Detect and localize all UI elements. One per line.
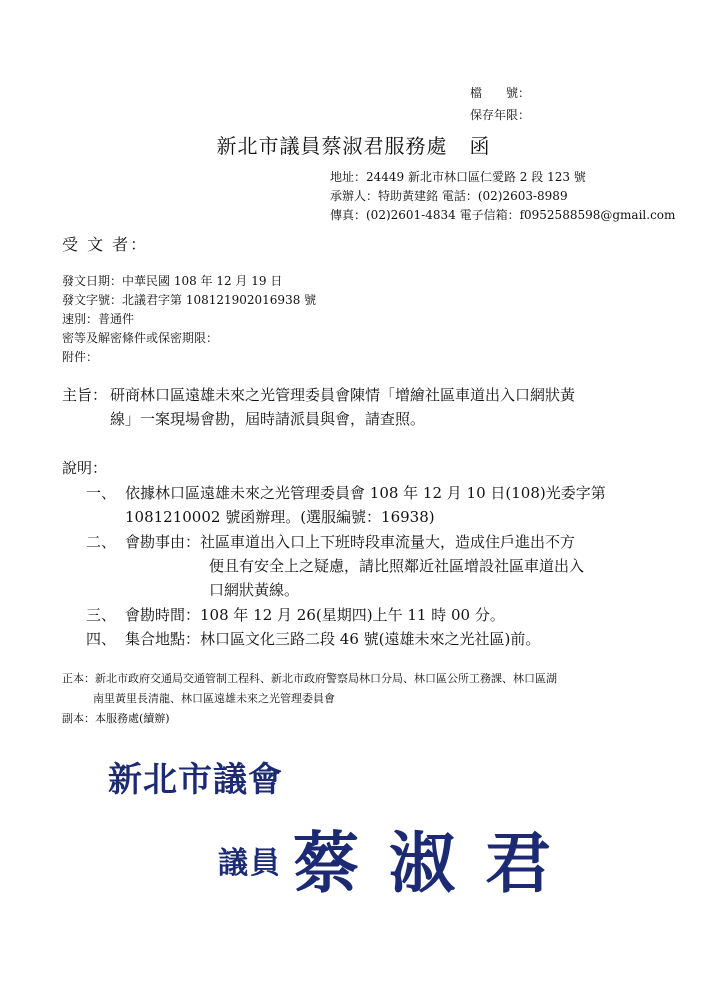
explanation-item-number: 三、 [86, 606, 117, 624]
explanation-item-text: 口網狀黃線。 [209, 581, 300, 599]
explanation-item-number: 一、 [86, 484, 117, 502]
issue-date: 發文日期：中華民國 108 年 12 月 19 日 [62, 274, 283, 288]
councilor-title-stamp: 議員 [218, 846, 282, 881]
explanation-label: 說明： [62, 459, 108, 477]
distribution-main-line-2: 南里黃里長清龍、林口區遠雄未來之光管理委員會 [93, 692, 335, 705]
distribution-copy: 副本：本服務處(續辦) [62, 712, 170, 725]
distribution-main-line-1: 正本：新北市政府交通局交通管制工程科、新北市政府警察局林口分局、林口區公所工務課、林口區湖 [62, 672, 557, 685]
title-main: 新北市議員蔡淑君服務處 [216, 134, 448, 158]
explanation-item-text: 會勘時間：108 年 12 月 26(星期四)上午 11 時 00 分。 [125, 606, 505, 624]
document-title [0, 130, 707, 159]
explanation-item-text: 會勘事由：社區車道出入口上下班時段車流量大，造成住戶進出不方 [125, 533, 576, 551]
file-number-label: 檔 號： [470, 86, 531, 100]
attachment-label: 附件： [62, 350, 99, 364]
subject-line-1: 研商林口區遠雄未來之光管理委員會陳情「增繪社區車道出入口網狀黃 [110, 386, 576, 404]
explanation-item-text: 集合地點：林口區文化三路二段 46 號(遠雄未來之光社區)前。 [125, 630, 541, 648]
contact-handler: 承辦人：特助黃建銘 電話：(02)2603-8989 [330, 189, 568, 203]
contact-fax-email: 傳真：(02)2601-4834 電子信箱：f0952588598@gmail.com [330, 208, 676, 222]
councilor-name-stamp: 蔡淑君 [293, 825, 581, 902]
delivery-speed: 速別：普通件 [62, 312, 135, 326]
subject-label: 主旨： [62, 386, 108, 404]
council-seal: 新北市議會 [108, 760, 283, 800]
retention-period-label: 保存年限： [470, 108, 531, 122]
recipient-label: 受 文 者： [62, 235, 149, 254]
explanation-item-text: 便且有安全上之疑慮，請比照鄰近社區增設社區車道出入 [209, 557, 585, 575]
contact-address: 地址：24449 新北市林口區仁愛路 2 段 123 號 [330, 170, 586, 184]
subject-line-2: 線」一案現場會勘，屆時請派員與會，請查照。 [110, 410, 426, 428]
explanation-item-text: 依據林口區遠雄未來之光管理委員會 108 年 12 月 10 日(108)光委字第 [125, 484, 606, 502]
secrecy-level: 密等及解密條件或保密期限： [62, 331, 219, 345]
explanation-item-text: 1081210002 號函辦理。(選服編號：16938) [125, 508, 435, 526]
document-number: 發文字號：北議君字第 108121902016938 號 [62, 293, 317, 307]
explanation-item-number: 四、 [86, 630, 117, 648]
title-suffix: 函 [469, 134, 491, 158]
explanation-item-number: 二、 [86, 533, 117, 551]
